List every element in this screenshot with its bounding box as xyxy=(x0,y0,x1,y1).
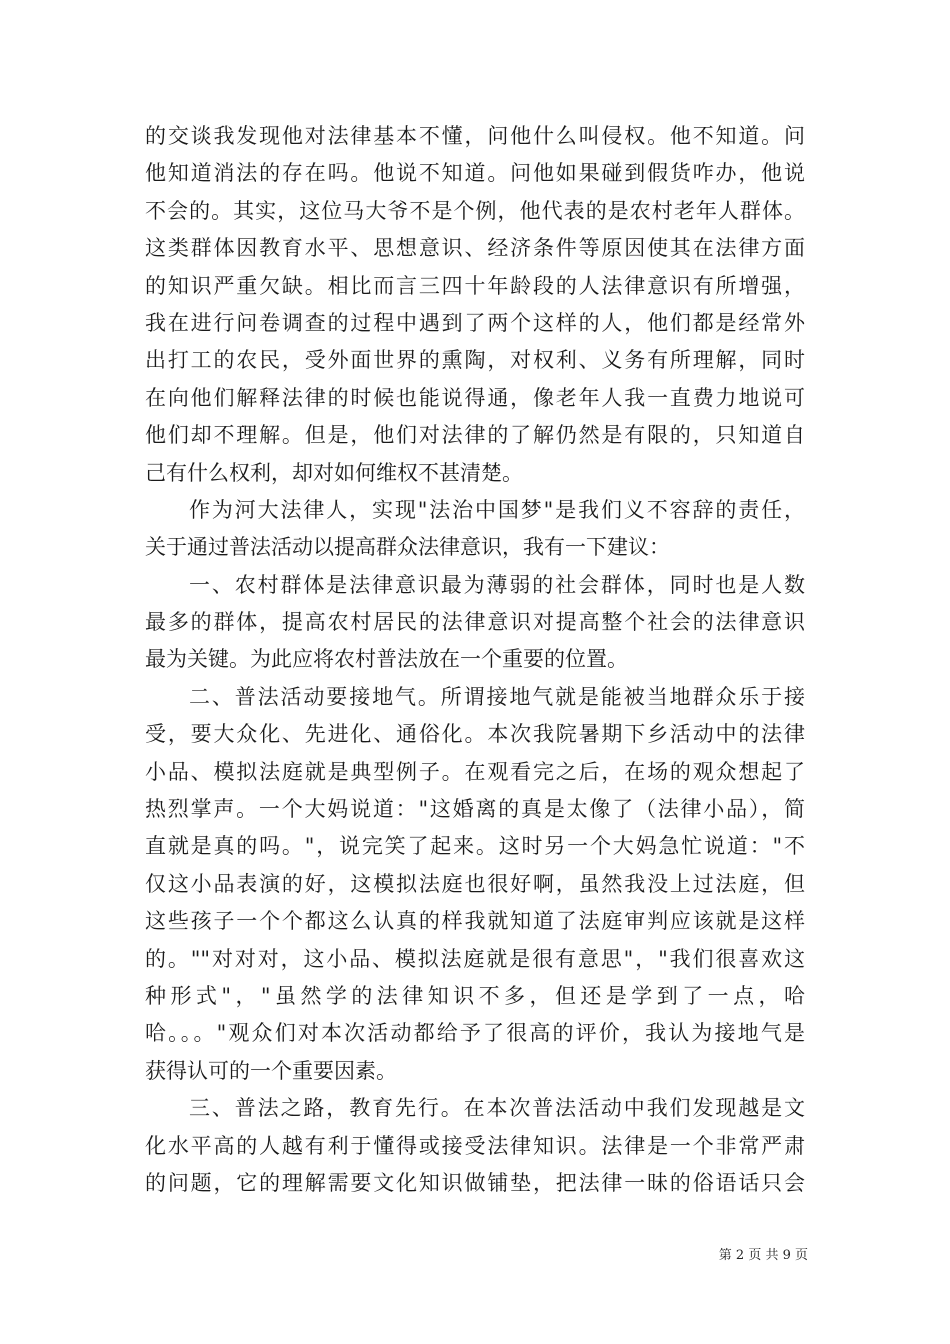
text-line: 出打工的农民，受外面世界的熏陶，对权利、义务有所理解，同时 xyxy=(145,348,805,373)
text-line: 一、农村群体是法律意识最为薄弱的社会群体，同时也是人数 xyxy=(189,572,805,597)
text-line: 仅这小品表演的好，这模拟法庭也很好啊，虽然我没上过法庭，但 xyxy=(145,871,805,896)
text-line: 己有什么权利，却对如何维权不甚清楚。 xyxy=(145,460,523,485)
text-line: 直就是真的吗。"，说完笑了起来。这时另一个大妈急忙说道："不 xyxy=(145,834,805,859)
text-line: 二、普法活动要接地气。所谓接地气就是能被当地群众乐于接 xyxy=(189,684,805,709)
text-line: 他们却不理解。但是，他们对法律的了解仍然是有限的，只知道自 xyxy=(145,423,805,448)
text-line: 三、普法之路，教育先行。在本次普法活动中我们发现越是文 xyxy=(189,1096,805,1121)
text-line: 的。""对对对，这小品、模拟法庭就是很有意思"，"我们很喜欢这 xyxy=(145,946,805,971)
text-line: 的知识严重欠缺。相比而言三四十年龄段的人法律意识有所增强， xyxy=(145,273,805,298)
text-line: 受，要大众化、先进化、通俗化。本次我院暑期下乡活动中的法律 xyxy=(145,722,805,747)
text-line: 他知道消法的存在吗。他说不知道。问他如果碰到假货咋办，他说 xyxy=(145,161,805,186)
text-line: 最多的群体，提高农村居民的法律意识对提高整个社会的法律意识 xyxy=(145,610,805,635)
text-line: 我在进行问卷调查的过程中遇到了两个这样的人，他们都是经常外 xyxy=(145,310,805,335)
text-line: 的交谈我发现他对法律基本不懂，问他什么叫侵权。他不知道。问 xyxy=(145,124,805,148)
text-line: 种形式"，"虽然学的法律知识不多，但还是学到了一点，哈 xyxy=(145,983,805,1008)
text-line: 热烈掌声。一个大妈说道："这婚离的真是太像了（法律小品），简 xyxy=(145,797,805,822)
text-line: 这类群体因教育水平、思想意识、经济条件等原因使其在法律方面 xyxy=(145,236,805,261)
text-line: 小品、模拟法庭就是典型例子。在观看完之后，在场的观众想起了 xyxy=(145,759,805,784)
text-line: 哈。。。"观众们对本次活动都给予了很高的评价，我认为接地气是 xyxy=(145,1021,805,1046)
text-line: 关于通过普法活动以提高群众法律意识，我有一下建议： xyxy=(145,535,670,560)
text-line: 最为关键。为此应将农村普法放在一个重要的位置。 xyxy=(145,647,628,672)
text-line: 化水平高的人越有利于懂得或接受法律知识。法律是一个非常严肃 xyxy=(145,1133,805,1158)
text-line: 的问题，它的理解需要文化知识做铺垫，把法律一昧的俗语话只会 xyxy=(145,1170,805,1195)
document-body xyxy=(145,118,805,1202)
text-line: 在向他们解释法律的时候也能说得通，像老年人我一直费力地说可 xyxy=(145,385,805,410)
page-number-footer: 第 2 页 共 9 页 xyxy=(718,1248,808,1263)
text-line: 获得认可的一个重要因素。 xyxy=(145,1058,397,1083)
text-line: 这些孩子一个个都这么认真的样我就知道了法庭审判应该就是这样 xyxy=(145,909,805,934)
text-line: 不会的。其实，这位马大爷不是个例，他代表的是农村老年人群体。 xyxy=(145,198,805,223)
text-line: 作为河大法律人，实现"法治中国梦"是我们义不容辞的责任， xyxy=(189,497,805,522)
